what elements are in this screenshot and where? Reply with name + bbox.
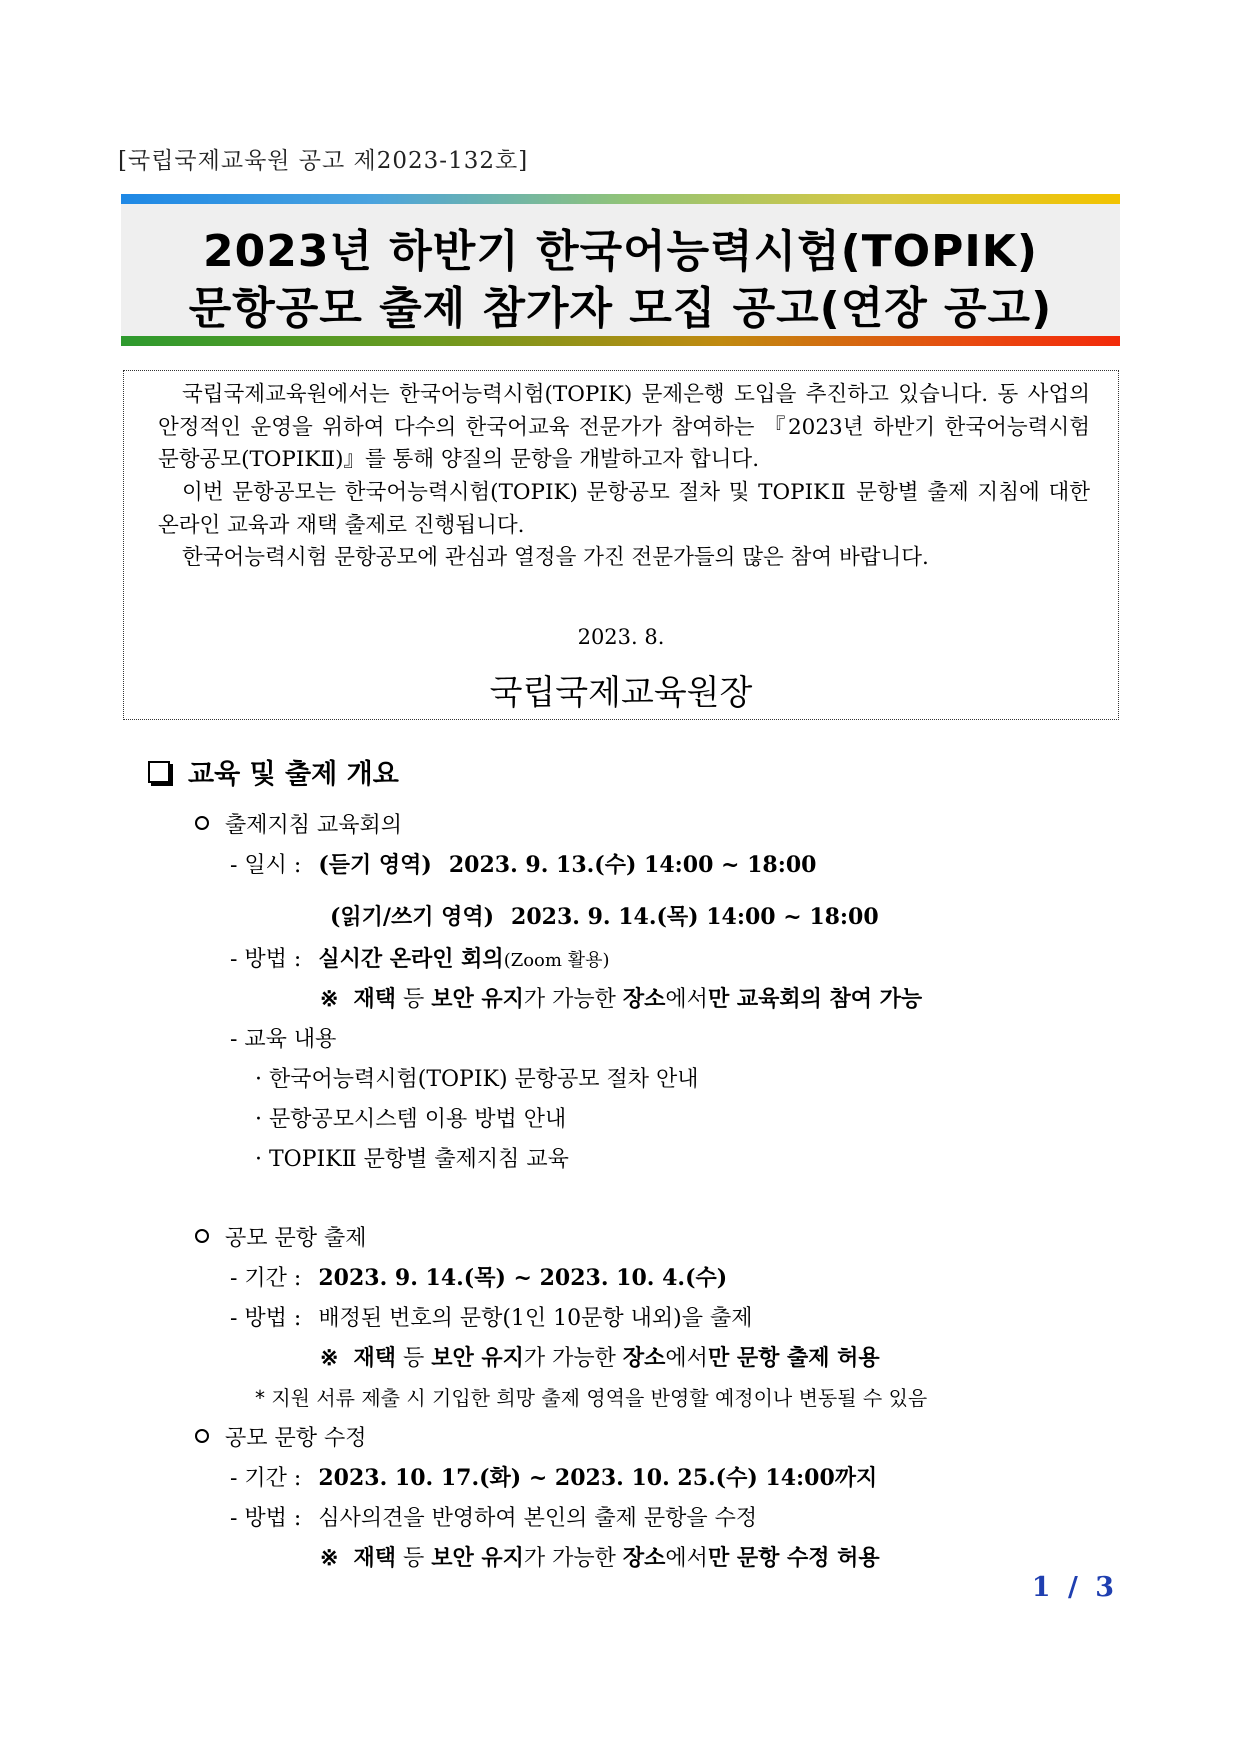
notice-text: 장소 xyxy=(622,1545,666,1571)
intro-paragraph-1: 국립국제교육원에서는 한국어능력시험(TOPIK) 문제은행 도입을 추진하고 있습니다. 동 사업의 안정적인 운영을 위하여 다수의 한국어교육 전문가가 참여하는 『2023년 하반기 한국어능력시험 문항공모(TOPIKⅡ)』를 통해 양질의 문항을 개발하고자 합니다. xyxy=(158,382,1090,472)
revision-notice xyxy=(320,1541,880,1572)
education-heading-row xyxy=(195,808,402,839)
submission-footnote: * 지원 서류 제출 시 기입한 희망 출제 영역을 반영할 예정이나 변동될 수 있음 xyxy=(255,1386,928,1410)
notice-text: 장소 xyxy=(622,986,666,1012)
education-notice xyxy=(320,982,922,1013)
education-date-row-1 xyxy=(230,848,816,879)
education-date-2-area: (읽기/쓰기 영역) xyxy=(330,904,495,930)
notice-text: 에서 xyxy=(665,1346,708,1371)
revision-method: 심사의견을 반영하여 본인의 출제 문항을 수정 xyxy=(318,1506,758,1531)
education-method-row xyxy=(230,942,609,973)
circle-bullet-icon xyxy=(195,816,209,830)
notice-text: 만 문항 수정 허용 xyxy=(707,1545,880,1571)
title-line-2: 문항공모 출제 참가자 모집 공고(연장 공고) xyxy=(188,283,1053,334)
title-line-1: 2023년 하반기 한국어능력시험(TOPIK) xyxy=(203,226,1038,277)
notice-text: 등 xyxy=(402,1346,425,1371)
submission-period-label: - 기간 : xyxy=(230,1266,302,1291)
education-date-2: 2023. 9. 14.(목) 14:00 ~ 18:00 xyxy=(511,904,879,930)
notice-text: 장소 xyxy=(622,1345,666,1371)
education-method: 실시간 온라인 회의 xyxy=(318,946,504,972)
education-content-item: · TOPIKⅡ 문항별 출제지침 교육 xyxy=(255,1147,569,1172)
title-bottom-stripe xyxy=(121,336,1120,346)
circle-bullet-icon xyxy=(195,1429,209,1443)
notice-text: 에서 xyxy=(665,987,708,1012)
submission-heading: 공모 문항 출제 xyxy=(225,1226,367,1251)
revision-period-label: - 기간 : xyxy=(230,1466,302,1491)
revision-heading-row xyxy=(195,1421,367,1452)
intro-date: 2023. 8. xyxy=(577,625,665,649)
title-banner xyxy=(121,194,1120,346)
notice-text: 보안 유지 xyxy=(431,1345,524,1371)
revision-heading: 공모 문항 수정 xyxy=(225,1426,367,1451)
notice-text: 등 xyxy=(402,1546,425,1571)
submission-method-row xyxy=(230,1301,753,1332)
education-heading: 출제지침 교육회의 xyxy=(225,813,403,838)
education-date-row-2 xyxy=(330,900,879,931)
education-date-1: 2023. 9. 13.(수) 14:00 ~ 18:00 xyxy=(448,852,817,878)
notice-text: 가 가능한 xyxy=(523,1346,616,1371)
square-bullet-icon xyxy=(148,761,170,783)
notice-mark: ※ xyxy=(320,1545,339,1571)
education-content-item: · 한국어능력시험(TOPIK) 문항공모 절차 안내 xyxy=(255,1067,699,1092)
notice-text: 만 교육회의 참여 가능 xyxy=(707,986,923,1012)
notice-text: 등 xyxy=(402,987,425,1012)
education-content-label: - 교육 내용 xyxy=(230,1027,337,1052)
revision-period-row xyxy=(230,1461,877,1492)
notice-mark: ※ xyxy=(320,986,339,1012)
intro-signature: 국립국제교육원장 xyxy=(489,673,753,713)
notice-text: 재택 xyxy=(353,1345,396,1371)
circle-bullet-icon xyxy=(195,1229,209,1243)
submission-method: 배정된 번호의 문항(1인 10문항 내외)을 출제 xyxy=(318,1306,753,1331)
notice-text: 재택 xyxy=(353,1545,396,1571)
intro-paragraph-2: 이번 문항공모는 한국어능력시험(TOPIK) 문항공모 절차 및 TOPIKⅡ 문항별 출제 지침에 대한 온라인 교육과 재택 출제로 진행됩니다. xyxy=(158,480,1090,538)
education-method-label: - 방법 : xyxy=(230,947,302,972)
submission-period: 2023. 9. 14.(목) ~ 2023. 10. 4.(수) xyxy=(318,1265,728,1291)
education-date-label: - 일시 : xyxy=(230,853,302,878)
page-number: 1 / 3 xyxy=(1031,1572,1118,1603)
education-date-1-area: (듣기 영역) xyxy=(318,852,432,878)
submission-heading-row xyxy=(195,1221,367,1252)
submission-notice xyxy=(320,1341,880,1372)
revision-period: 2023. 10. 17.(화) ~ 2023. 10. 25.(수) 14:00까지 xyxy=(318,1465,878,1491)
notice-text: 보안 유지 xyxy=(431,1545,524,1571)
title-top-stripe xyxy=(121,194,1120,204)
notice-mark: ※ xyxy=(320,1345,339,1371)
notice-text: 가 가능한 xyxy=(523,987,616,1012)
submission-period-row xyxy=(230,1261,727,1292)
intro-paragraph-3: 한국어능력시험 문항공모에 관심과 열정을 가진 전문가들의 많은 참여 바랍니다. xyxy=(182,545,929,570)
document-number: [국립국제교육원 공고 제2023-132호] xyxy=(118,148,529,174)
revision-method-row xyxy=(230,1501,757,1532)
section-title: 교육 및 출제 개요 xyxy=(188,759,399,790)
section-heading xyxy=(148,752,399,791)
submission-method-label: - 방법 : xyxy=(230,1306,302,1331)
education-method-note: (Zoom 활용) xyxy=(503,950,610,971)
notice-text: 보안 유지 xyxy=(431,986,524,1012)
intro-box xyxy=(123,370,1119,720)
notice-text: 에서 xyxy=(665,1546,708,1571)
notice-text: 가 가능한 xyxy=(523,1546,616,1571)
notice-text: 만 문항 출제 허용 xyxy=(707,1345,880,1371)
revision-method-label: - 방법 : xyxy=(230,1506,302,1531)
notice-text: 재택 xyxy=(353,986,396,1012)
education-content-item: · 문항공모시스템 이용 방법 안내 xyxy=(255,1107,567,1132)
